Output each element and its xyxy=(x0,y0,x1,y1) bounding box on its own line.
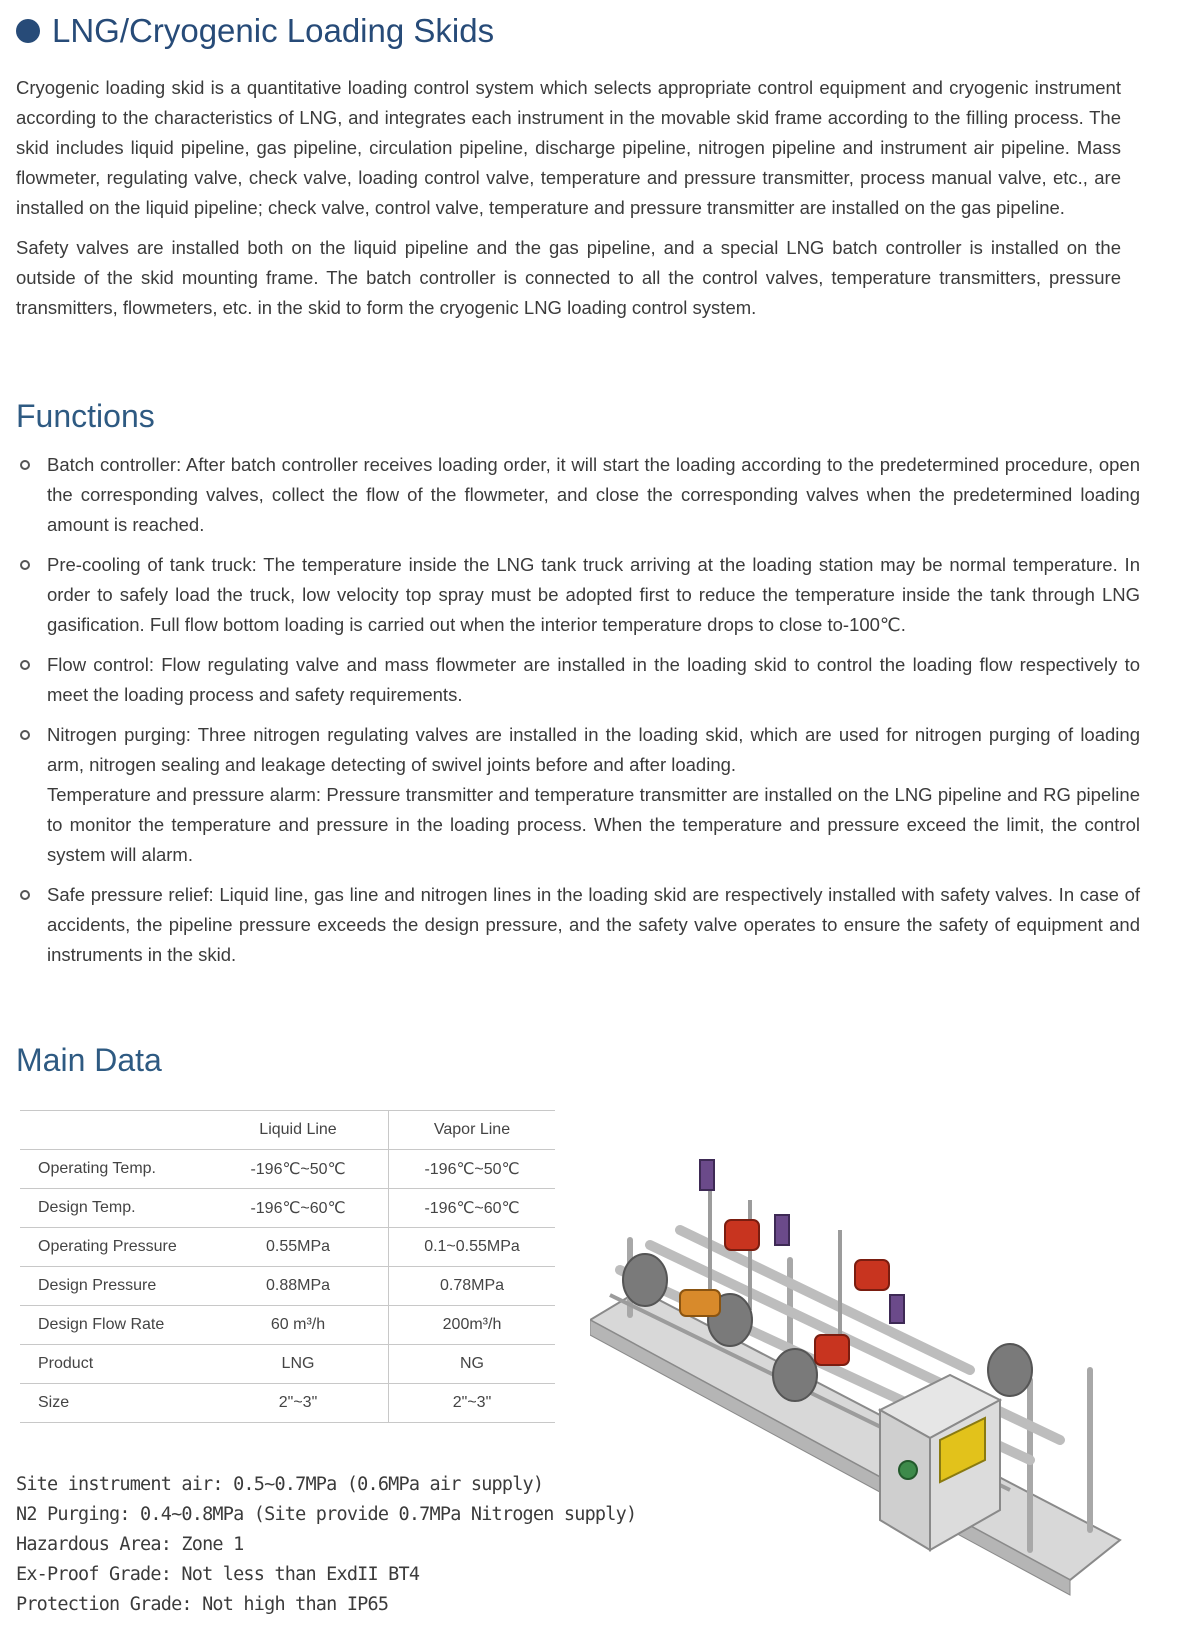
table-cell-label: Operating Pressure xyxy=(20,1228,208,1267)
table-cell: 60 m³/h xyxy=(208,1306,389,1345)
circle-bullet-icon xyxy=(20,560,30,570)
list-item xyxy=(20,650,1140,710)
function-text: Nitrogen purging: Three nitrogen regulating valves are installed in the loading skid, which are used for nitrogen purging of loading arm, nitrogen sealing and leakage detecting of swivel joints before and after loading. xyxy=(47,724,1140,775)
table-header-cell: Liquid Line xyxy=(208,1111,389,1150)
functions-heading: Functions xyxy=(16,398,155,434)
table-cell: 0.55MPa xyxy=(208,1228,389,1267)
table-cell: -196℃~60℃ xyxy=(389,1189,556,1228)
table-cell: -196℃~50℃ xyxy=(389,1150,556,1189)
table-cell: 0.1~0.55MPa xyxy=(389,1228,556,1267)
table-cell: -196℃~60℃ xyxy=(208,1189,389,1228)
site-requirements xyxy=(16,1470,636,1620)
intro-paragraph: Cryogenic loading skid is a quantitative loading control system which selects appropriate control equipment and cryogenic instrument according to the characteristics of LNG, and integrates each instrument in the movable skid frame according to the filling process. The skid includes liquid pipeline, gas pipeline, circulation pipeline, discharge pipeline, nitrogen pipeline and instrument air pipeline. Mass flowmeter, regulating valve, check valve, loading control valve, temperature and pressure transmitter, process manual valve, etc., are installed on the liquid pipeline; check valve, control valve, temperature and pressure transmitter are installed on the gas pipeline. xyxy=(16,77,1121,218)
circle-bullet-icon xyxy=(20,890,30,900)
page-title: LNG/Cryogenic Loading Skids xyxy=(52,12,495,49)
table-cell-label: Design Flow Rate xyxy=(20,1306,208,1345)
intro-paragraph: Safety valves are installed both on the liquid pipeline and the gas pipeline, and a special LNG batch controller is installed on the outside of the skid mounting frame. The batch controller is connected to all the control valves, temperature transmitters, pressure transmitters, flowmeters, etc. in the skid to form the cryogenic LNG loading control system. xyxy=(16,237,1121,318)
note-line: Site instrument air: 0.5~0.7MPa (0.6MPa air supply) xyxy=(16,1474,544,1495)
function-text: Flow control: Flow regulating valve and mass flowmeter are installed in the loading skid to control the loading flow respectively to meet the loading process and safety requirements. xyxy=(47,654,1140,705)
table-cell-label: Design Temp. xyxy=(20,1189,208,1228)
list-item xyxy=(20,450,1140,540)
table-cell-label: Operating Temp. xyxy=(20,1150,208,1189)
circle-bullet-icon xyxy=(20,730,30,740)
note-line: Protection Grade: Not high than IP65 xyxy=(16,1594,389,1615)
list-item xyxy=(20,880,1140,970)
table-cell: 2"~3" xyxy=(208,1384,389,1423)
note-line: Ex-Proof Grade: Not less than ExdII BT4 xyxy=(16,1564,420,1585)
table-cell: 0.78MPa xyxy=(389,1267,556,1306)
note-line: Hazardous Area: Zone 1 xyxy=(16,1534,244,1555)
table-row xyxy=(20,1267,555,1306)
page-title-row xyxy=(16,12,494,50)
list-item xyxy=(20,720,1140,870)
table-row xyxy=(20,1189,555,1228)
function-text-temp-alarm: Temperature and pressure alarm: Pressure transmitter and temperature transmitter are installed on the LNG pipeline and RG pipeline to monitor the temperature and pressure in the loading process. When the temperature and pressure exceed the limit, the control system will alarm. xyxy=(47,784,1140,865)
table-cell: 200m³/h xyxy=(389,1306,556,1345)
table-row xyxy=(20,1306,555,1345)
table-cell: 2"~3" xyxy=(389,1384,556,1423)
function-text: Pre-cooling of tank truck: The temperature inside the LNG tank truck arriving at the loading station may be normal temperature. In order to safely load the truck, low velocity top spray must be adopted first to reduce the temperature inside the tank through LNG gasification. Full flow bottom loading is carried out when the interior temperature drops to close to-100℃. xyxy=(47,554,1140,635)
title-bullet-icon xyxy=(16,19,40,43)
intro-section xyxy=(16,73,1121,333)
table-cell: LNG xyxy=(208,1345,389,1384)
loading-skid-illustration xyxy=(590,1120,1130,1620)
table-cell-label: Design Pressure xyxy=(20,1267,208,1306)
note-line: N2 Purging: 0.4~0.8MPa (Site provide 0.7MPa Nitrogen supply) xyxy=(16,1504,637,1525)
table-cell-label: Product xyxy=(20,1345,208,1384)
table-header-cell: Vapor Line xyxy=(389,1111,556,1150)
list-item xyxy=(20,550,1140,640)
functions-list xyxy=(20,450,1140,980)
table-row xyxy=(20,1345,555,1384)
table-cell: 0.88MPa xyxy=(208,1267,389,1306)
main-data-heading: Main Data xyxy=(16,1042,162,1078)
function-text: Batch controller: After batch controller receives loading order, it will start the loading according to the predetermined procedure, open the corresponding valves, collect the flow of the flowmeter, and close the corresponding valves when the predetermined loading amount is reached. xyxy=(47,454,1140,535)
circle-bullet-icon xyxy=(20,660,30,670)
table-header-cell xyxy=(20,1111,208,1150)
function-text: Safe pressure relief: Liquid line, gas line and nitrogen lines in the loading skid are respectively installed with safety valves. In case of accidents, the pipeline pressure exceeds the design pressure, and the safety valve operates to ensure the safety of equipment and instruments in the skid. xyxy=(47,884,1140,965)
table-header-row xyxy=(20,1111,555,1150)
table-row xyxy=(20,1228,555,1267)
main-data-table xyxy=(20,1110,555,1423)
table-cell: -196℃~50℃ xyxy=(208,1150,389,1189)
table-row xyxy=(20,1150,555,1189)
table-cell: NG xyxy=(389,1345,556,1384)
table-cell-label: Size xyxy=(20,1384,208,1423)
table-row xyxy=(20,1384,555,1423)
circle-bullet-icon xyxy=(20,460,30,470)
